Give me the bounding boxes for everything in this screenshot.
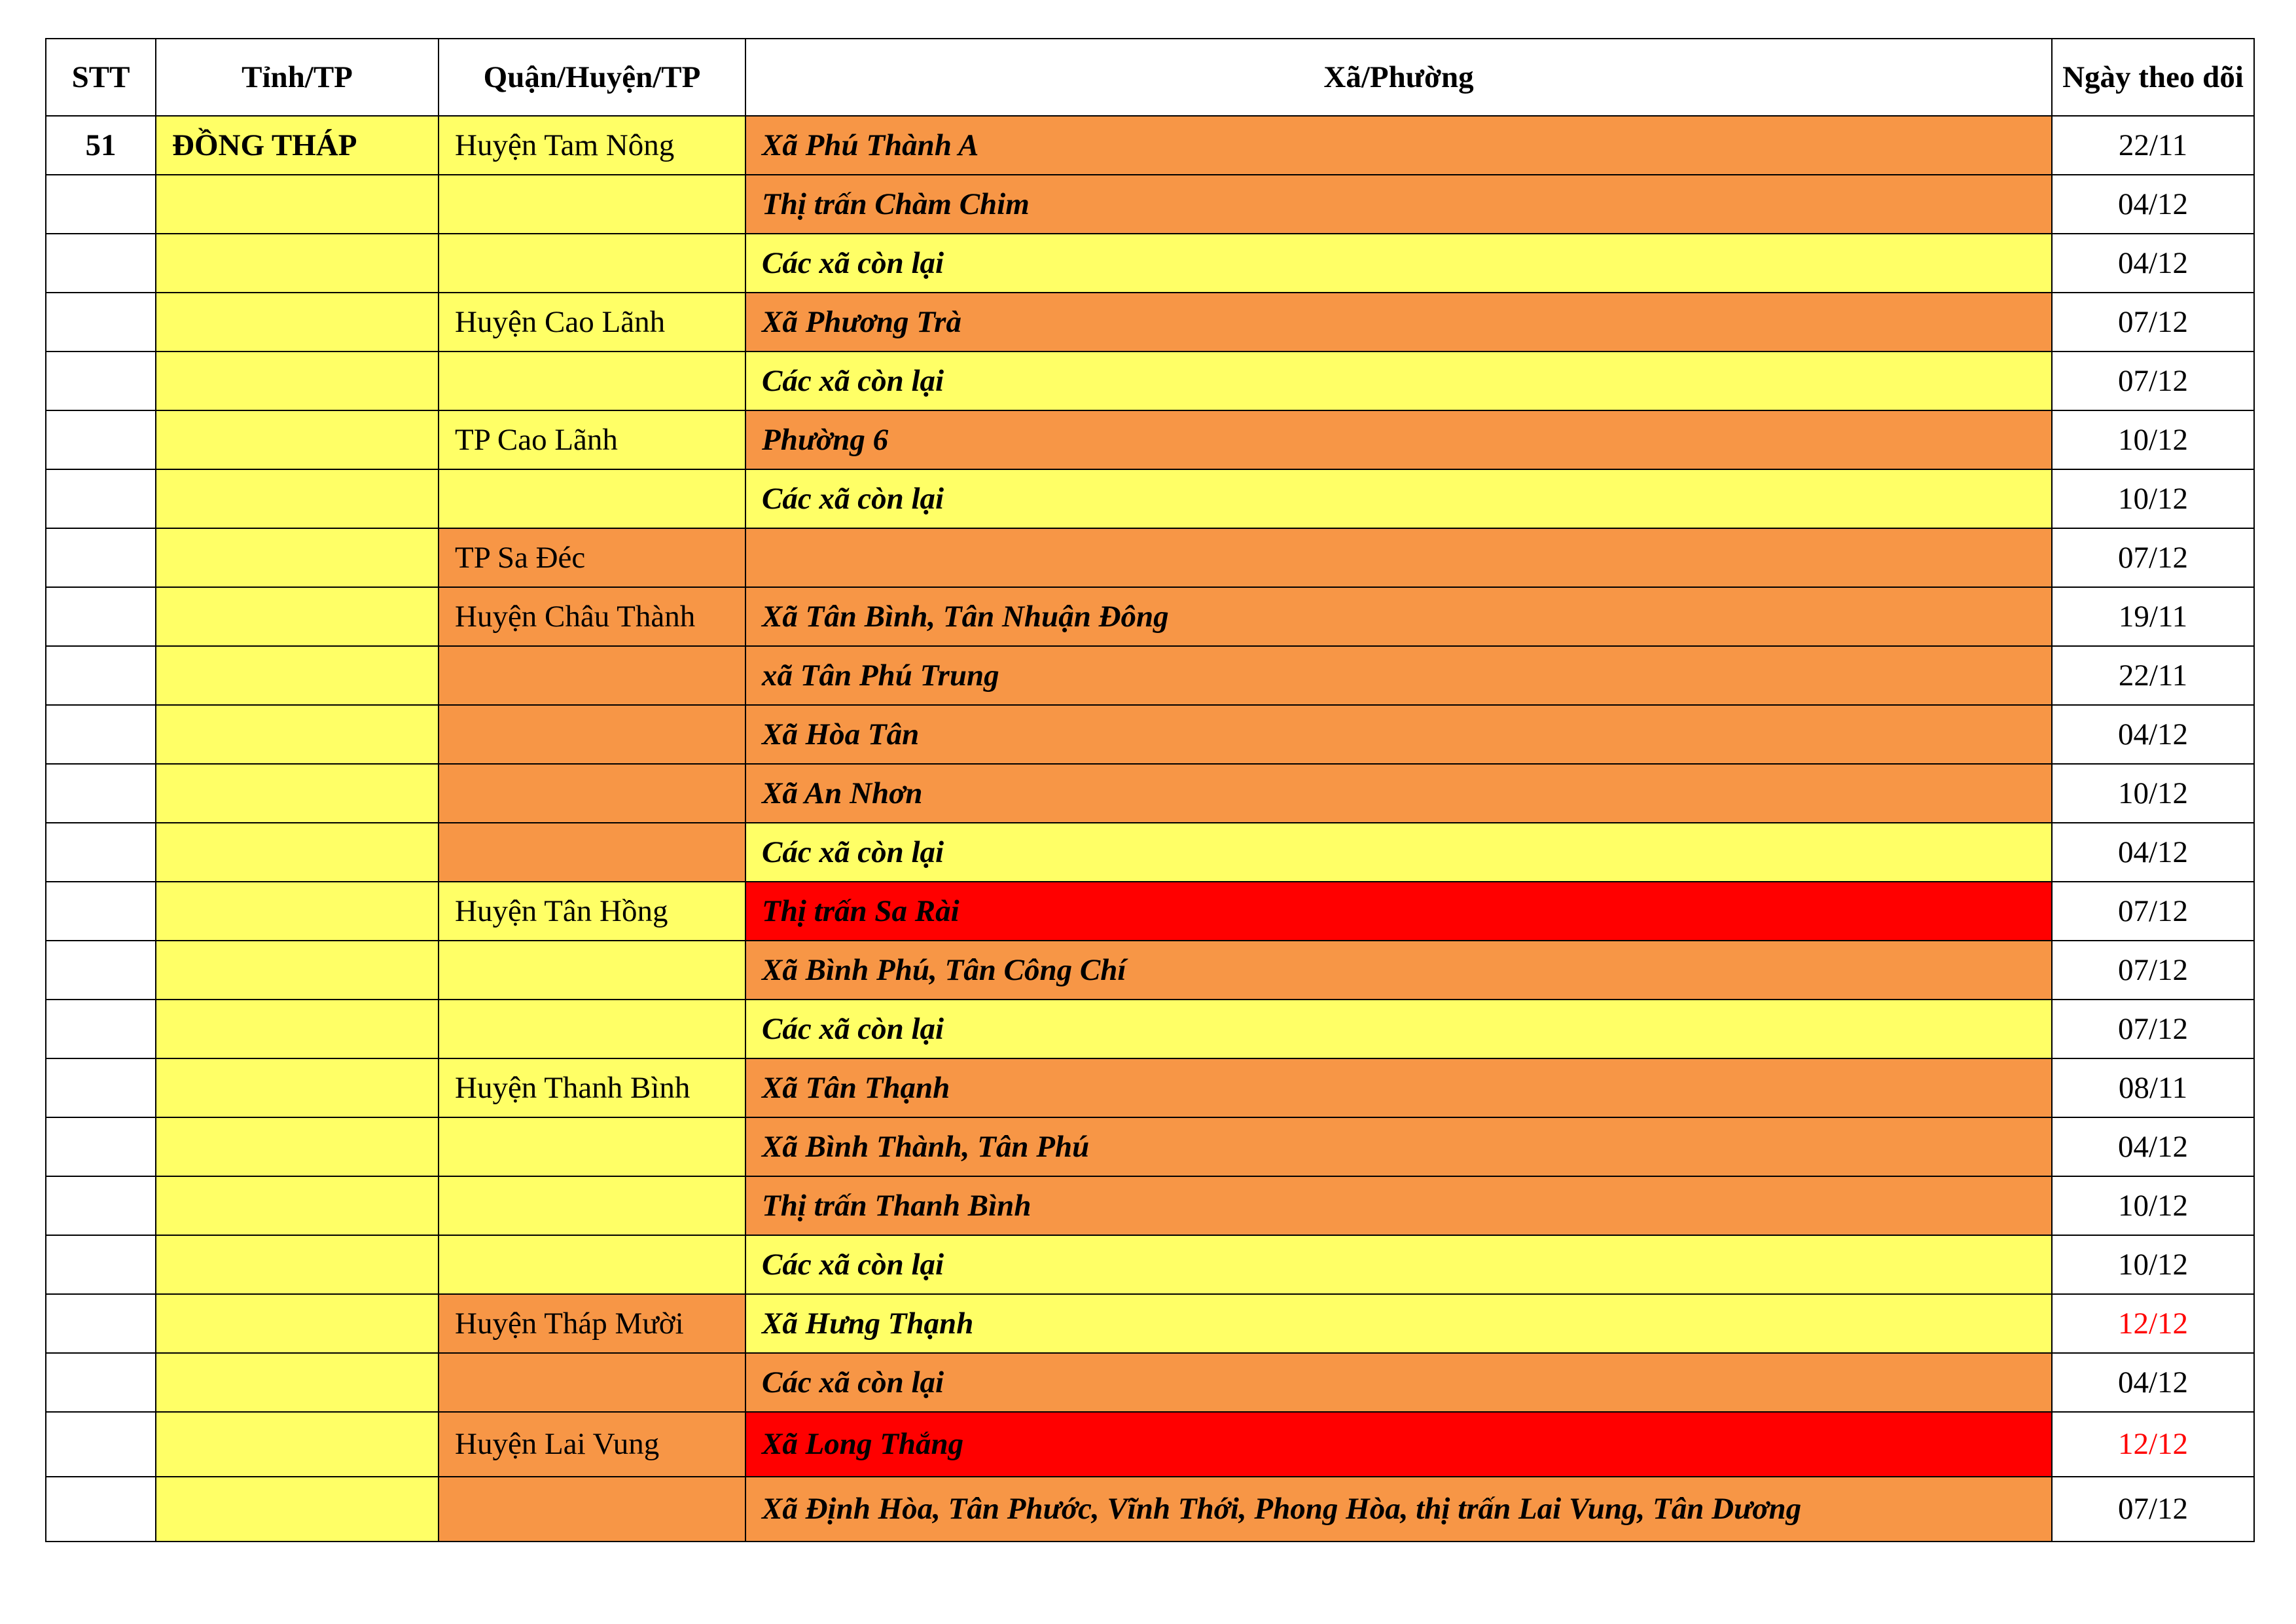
cell-district — [439, 469, 745, 528]
cell-date: 12/12 — [2052, 1412, 2254, 1477]
cell-date: 10/12 — [2052, 764, 2254, 823]
cell-province — [156, 941, 439, 1000]
cell-stt — [46, 1000, 156, 1058]
cell-district: TP Sa Đéc — [439, 528, 745, 587]
cell-ward: Xã Phú Thành A — [745, 116, 2052, 175]
cell-date: 10/12 — [2052, 469, 2254, 528]
cell-district: TP Cao Lãnh — [439, 410, 745, 469]
cell-stt — [46, 823, 156, 882]
cell-district: Huyện Châu Thành — [439, 587, 745, 646]
cell-ward: Thị trấn Thanh Bình — [745, 1176, 2052, 1235]
cell-province — [156, 1412, 439, 1477]
cell-ward: Các xã còn lại — [745, 1235, 2052, 1294]
cell-province: ĐỒNG THÁP — [156, 116, 439, 175]
table-row — [46, 1412, 2254, 1477]
cell-ward: Xã Long Thắng — [745, 1412, 2052, 1477]
cell-ward: Xã Tân Bình, Tân Nhuận Đông — [745, 587, 2052, 646]
cell-district: Huyện Tân Hồng — [439, 882, 745, 941]
table-row — [46, 234, 2254, 293]
cell-date: 07/12 — [2052, 293, 2254, 352]
cell-date: 04/12 — [2052, 823, 2254, 882]
table-row — [46, 1235, 2254, 1294]
cell-ward: Các xã còn lại — [745, 1353, 2052, 1412]
cell-district — [439, 764, 745, 823]
cell-ward: Xã Hòa Tân — [745, 705, 2052, 764]
cell-province — [156, 1477, 439, 1542]
cell-stt — [46, 705, 156, 764]
cell-province — [156, 705, 439, 764]
cell-date: 07/12 — [2052, 882, 2254, 941]
cell-district: Huyện Tháp Mười — [439, 1294, 745, 1353]
table-row — [46, 1058, 2254, 1117]
cell-ward: Xã Phương Trà — [745, 293, 2052, 352]
table-row — [46, 410, 2254, 469]
cell-province — [156, 1117, 439, 1176]
cell-district — [439, 1000, 745, 1058]
cell-district: Huyện Cao Lãnh — [439, 293, 745, 352]
cell-stt — [46, 764, 156, 823]
cell-province — [156, 528, 439, 587]
cell-province — [156, 1353, 439, 1412]
cell-province — [156, 410, 439, 469]
header-row — [46, 39, 2254, 116]
table-row — [46, 587, 2254, 646]
table-row — [46, 469, 2254, 528]
table-row — [46, 116, 2254, 175]
cell-stt — [46, 1412, 156, 1477]
cell-stt — [46, 1294, 156, 1353]
header-date: Ngày theo dõi — [2052, 39, 2254, 116]
cell-date: 04/12 — [2052, 175, 2254, 234]
cell-date: 22/11 — [2052, 116, 2254, 175]
cell-stt — [46, 587, 156, 646]
table-row — [46, 941, 2254, 1000]
cell-district — [439, 1117, 745, 1176]
header-district: Quận/Huyện/TP — [439, 39, 745, 116]
cell-stt — [46, 293, 156, 352]
cell-stt — [46, 528, 156, 587]
cell-province — [156, 1000, 439, 1058]
cell-province — [156, 823, 439, 882]
cell-ward: Các xã còn lại — [745, 1000, 2052, 1058]
table-header — [46, 39, 2254, 116]
table-row — [46, 823, 2254, 882]
cell-stt — [46, 1117, 156, 1176]
cell-date: 07/12 — [2052, 1477, 2254, 1542]
cell-district — [439, 705, 745, 764]
cell-province — [156, 175, 439, 234]
cell-province — [156, 587, 439, 646]
cell-stt — [46, 352, 156, 410]
cell-district — [439, 1477, 745, 1542]
cell-stt — [46, 175, 156, 234]
header-ward: Xã/Phường — [745, 39, 2052, 116]
cell-district — [439, 823, 745, 882]
cell-ward: Phường 6 — [745, 410, 2052, 469]
cell-ward: Xã Bình Phú, Tân Công Chí — [745, 941, 2052, 1000]
cell-stt — [46, 941, 156, 1000]
cell-stt — [46, 1235, 156, 1294]
table-row — [46, 1117, 2254, 1176]
cell-date: 10/12 — [2052, 1235, 2254, 1294]
cell-stt — [46, 646, 156, 705]
cell-date: 10/12 — [2052, 1176, 2254, 1235]
table-row — [46, 293, 2254, 352]
table-row — [46, 352, 2254, 410]
table-row — [46, 646, 2254, 705]
cell-date: 04/12 — [2052, 1117, 2254, 1176]
cell-stt: 51 — [46, 116, 156, 175]
cell-district: Huyện Lai Vung — [439, 1412, 745, 1477]
table-row — [46, 1477, 2254, 1542]
table-row — [46, 1176, 2254, 1235]
cell-stt — [46, 1353, 156, 1412]
cell-district — [439, 1235, 745, 1294]
cell-district — [439, 352, 745, 410]
cell-district — [439, 234, 745, 293]
cell-date: 07/12 — [2052, 1000, 2254, 1058]
header-province: Tỉnh/TP — [156, 39, 439, 116]
cell-ward: xã Tân Phú Trung — [745, 646, 2052, 705]
cell-stt — [46, 1058, 156, 1117]
cell-province — [156, 1176, 439, 1235]
cell-date: 07/12 — [2052, 528, 2254, 587]
cell-date: 07/12 — [2052, 352, 2254, 410]
cell-province — [156, 469, 439, 528]
cell-district — [439, 1176, 745, 1235]
cell-district: Huyện Thanh Bình — [439, 1058, 745, 1117]
cell-ward: Xã Định Hòa, Tân Phước, Vĩnh Thới, Phong Hòa, thị trấn Lai Vung, Tân Dương — [745, 1477, 2052, 1542]
cell-ward: Xã Tân Thạnh — [745, 1058, 2052, 1117]
cell-ward: Các xã còn lại — [745, 823, 2052, 882]
cell-province — [156, 1235, 439, 1294]
cell-stt — [46, 410, 156, 469]
cell-date: 04/12 — [2052, 705, 2254, 764]
cell-date: 22/11 — [2052, 646, 2254, 705]
cell-ward: Các xã còn lại — [745, 234, 2052, 293]
cell-province — [156, 293, 439, 352]
cell-stt — [46, 1176, 156, 1235]
table-row — [46, 1000, 2254, 1058]
table-row — [46, 1294, 2254, 1353]
cell-date: 07/12 — [2052, 941, 2254, 1000]
cell-ward: Xã Hưng Thạnh — [745, 1294, 2052, 1353]
cell-district — [439, 175, 745, 234]
table-row — [46, 175, 2254, 234]
cell-province — [156, 1294, 439, 1353]
table-row — [46, 764, 2254, 823]
table-row — [46, 882, 2254, 941]
cell-ward: Các xã còn lại — [745, 352, 2052, 410]
cell-date: 08/11 — [2052, 1058, 2254, 1117]
table-row — [46, 1353, 2254, 1412]
cell-district — [439, 1353, 745, 1412]
cell-date: 10/12 — [2052, 410, 2254, 469]
cell-date: 19/11 — [2052, 587, 2254, 646]
cell-district: Huyện Tam Nông — [439, 116, 745, 175]
table-body — [46, 116, 2254, 1542]
cell-ward: Xã Bình Thành, Tân Phú — [745, 1117, 2052, 1176]
cell-date: 04/12 — [2052, 234, 2254, 293]
cell-province — [156, 1058, 439, 1117]
monitoring-table — [45, 38, 2255, 1542]
table-row — [46, 705, 2254, 764]
cell-province — [156, 352, 439, 410]
cell-ward: Thị trấn Chàm Chim — [745, 175, 2052, 234]
cell-ward: Xã An Nhơn — [745, 764, 2052, 823]
cell-stt — [46, 469, 156, 528]
cell-stt — [46, 882, 156, 941]
cell-stt — [46, 1477, 156, 1542]
cell-date: 04/12 — [2052, 1353, 2254, 1412]
header-stt: STT — [46, 39, 156, 116]
table-row — [46, 528, 2254, 587]
cell-province — [156, 234, 439, 293]
cell-province — [156, 764, 439, 823]
cell-province — [156, 646, 439, 705]
cell-district — [439, 941, 745, 1000]
cell-ward: Các xã còn lại — [745, 469, 2052, 528]
cell-province — [156, 882, 439, 941]
cell-ward: Thị trấn Sa Rài — [745, 882, 2052, 941]
cell-stt — [46, 234, 156, 293]
cell-ward — [745, 528, 2052, 587]
cell-date: 12/12 — [2052, 1294, 2254, 1353]
cell-district — [439, 646, 745, 705]
